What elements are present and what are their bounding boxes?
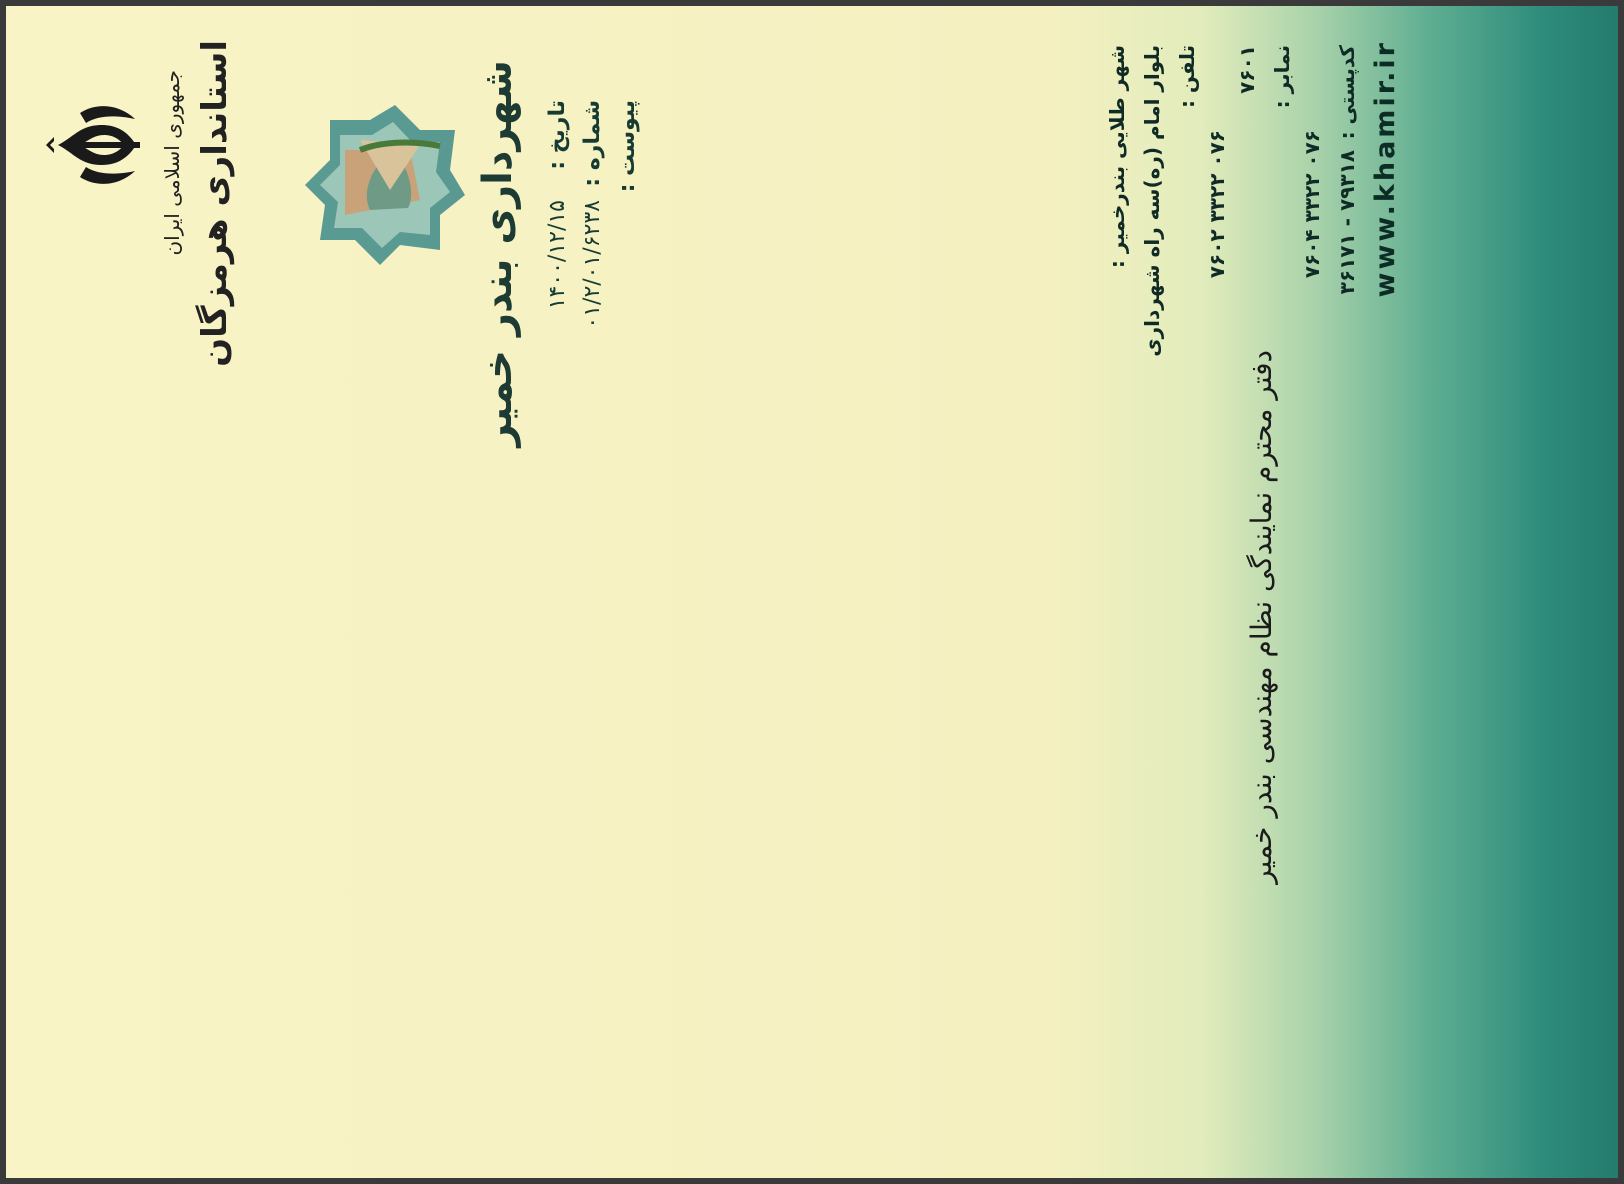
municipality-logo-icon — [300, 100, 470, 270]
number-value: ۰۱/۲/۰۱/۶۲۳۸ — [580, 200, 605, 329]
website-url: www.khamir.ir — [1370, 40, 1401, 298]
phone-2: ۷۶۰۱ — [1235, 45, 1259, 94]
contact-city: شهر طلایی بندرخمیر : — [1105, 45, 1129, 269]
fax-label: نمابر : — [1270, 45, 1294, 109]
country-name: جمهوری اسلامی ایران — [160, 70, 184, 256]
date-label: تاریخ : — [545, 100, 570, 170]
postal-label: کدپستی : — [1335, 45, 1359, 140]
phone-label: تلفن : — [1175, 45, 1199, 109]
iran-emblem-icon — [40, 85, 160, 205]
province-title: استانداری هرمزگان — [195, 40, 235, 367]
number-label: شماره : — [580, 100, 605, 187]
letter-recipient: دفتر محترم نمایندگی نظام مهندسی بندر خمیر — [1245, 350, 1278, 884]
contact-address: بلوار امام (ره)سه راه شهرداری — [1140, 45, 1164, 357]
postal-code: ۷۹۳۱۸ - ۳۶۱۷۱ — [1335, 150, 1359, 295]
municipality-title: شهرداری بندر خمیر — [475, 60, 521, 447]
fax-number: ۰۷۶ ۳۳۲۲ ۷۶۰۴ — [1300, 130, 1324, 279]
date-value: ۱۴۰۰/۱۲/۱۵ — [545, 200, 570, 310]
phone-1: ۰۷۶ ۳۳۲۲ ۷۶۰۲ — [1205, 130, 1229, 279]
attachment-label: پیوست : — [615, 100, 640, 193]
